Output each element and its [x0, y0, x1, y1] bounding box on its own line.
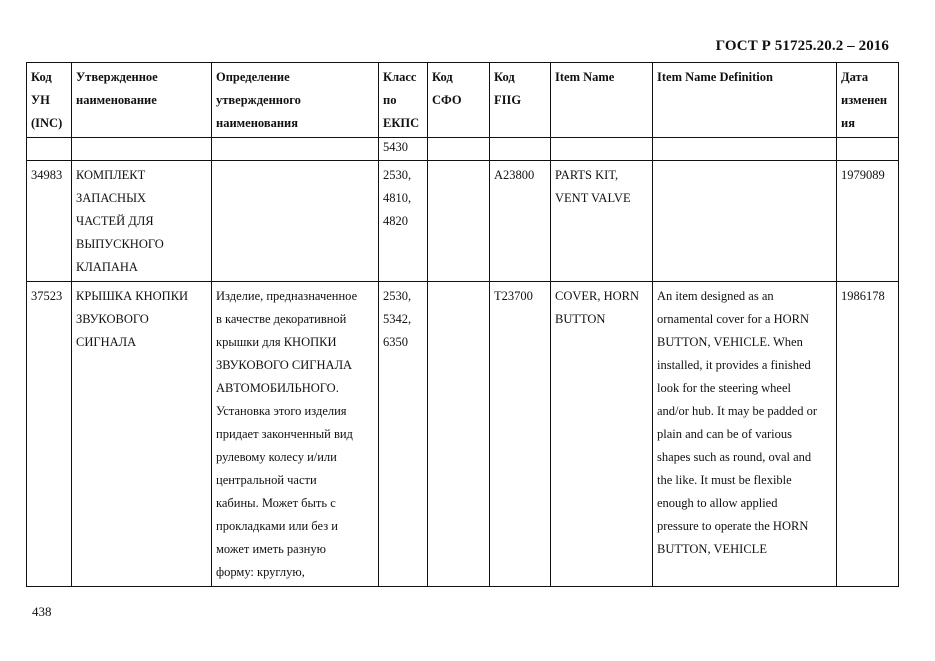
cell-approved-name — [72, 138, 212, 161]
page-number: 438 — [32, 604, 52, 619]
cell-item-name: PARTS KIT, VENT VALVE — [551, 161, 653, 282]
cell-inc: 37523 — [27, 282, 72, 587]
cell-change-date: 1979089 — [837, 161, 899, 282]
column-header-sfo-code: Код СФО — [428, 63, 490, 138]
document-code: ГОСТ Р 51725.20.2 – 2016 — [715, 38, 889, 54]
column-header-item-name: Item Name — [551, 63, 653, 138]
cell-item-name-definition — [653, 138, 837, 161]
item-registry-table — [26, 62, 899, 587]
table-row — [27, 282, 899, 587]
cell-class: 5430 — [379, 138, 428, 161]
cell-definition — [212, 138, 379, 161]
cell-change-date — [837, 138, 899, 161]
cell-item-name-definition — [653, 161, 837, 282]
column-header-definition: Определение утвержденного наименования — [212, 63, 379, 138]
cell-class: 2530, 5342, 6350 — [379, 282, 428, 587]
column-header-item-name-definition: Item Name Definition — [653, 63, 837, 138]
column-header-change-date: Дата изменен ия — [837, 63, 899, 138]
column-header-inc: Код УН (INC) — [27, 63, 72, 138]
table-header-row — [27, 63, 899, 138]
cell-item-name: COVER, HORN BUTTON — [551, 282, 653, 587]
column-header-approved-name: Утвержденное наименование — [72, 63, 212, 138]
table-row-continuation — [27, 138, 899, 161]
column-header-class: Класс по ЕКПС — [379, 63, 428, 138]
cell-fiig-code — [490, 138, 551, 161]
cell-approved-name: КОМПЛЕКТ ЗАПАСНЫХ ЧАСТЕЙ ДЛЯ ВЫПУСКНОГО КЛАПАНА — [72, 161, 212, 282]
cell-approved-name: КРЫШКА КНОПКИ ЗВУКОВОГО СИГНАЛА — [72, 282, 212, 587]
table-row — [27, 161, 899, 282]
cell-sfo-code — [428, 282, 490, 587]
cell-definition: Изделие, предназначенное в качестве декоративной крышки для КНОПКИ ЗВУКОВОГО СИГНАЛА АВТОМОБИЛЬНОГО. Установка этого изделия придает законченный вид рулевому колесу и/или центральной части кабины. Может быть с прокладками или без и может иметь разную форму: круглую, — [212, 282, 379, 587]
cell-inc: 34983 — [27, 161, 72, 282]
cell-inc — [27, 138, 72, 161]
cell-fiig-code: A23800 — [490, 161, 551, 282]
cell-change-date: 1986178 — [837, 282, 899, 587]
cell-definition — [212, 161, 379, 282]
column-header-fiig-code: Код FIIG — [490, 63, 551, 138]
cell-sfo-code — [428, 138, 490, 161]
cell-fiig-code: T23700 — [490, 282, 551, 587]
cell-item-name-definition: An item designed as an ornamental cover for a HORN BUTTON, VEHICLE. When installed, it provides a finished look for the steering wheel and/or hub. It may be padded or plain and can be of various shapes such as round, oval and the like. It must be flexible enough to allow applied pressure to operate the HORN BUTTON, VEHICLE — [653, 282, 837, 587]
cell-class: 2530, 4810, 4820 — [379, 161, 428, 282]
cell-item-name — [551, 138, 653, 161]
cell-sfo-code — [428, 161, 490, 282]
